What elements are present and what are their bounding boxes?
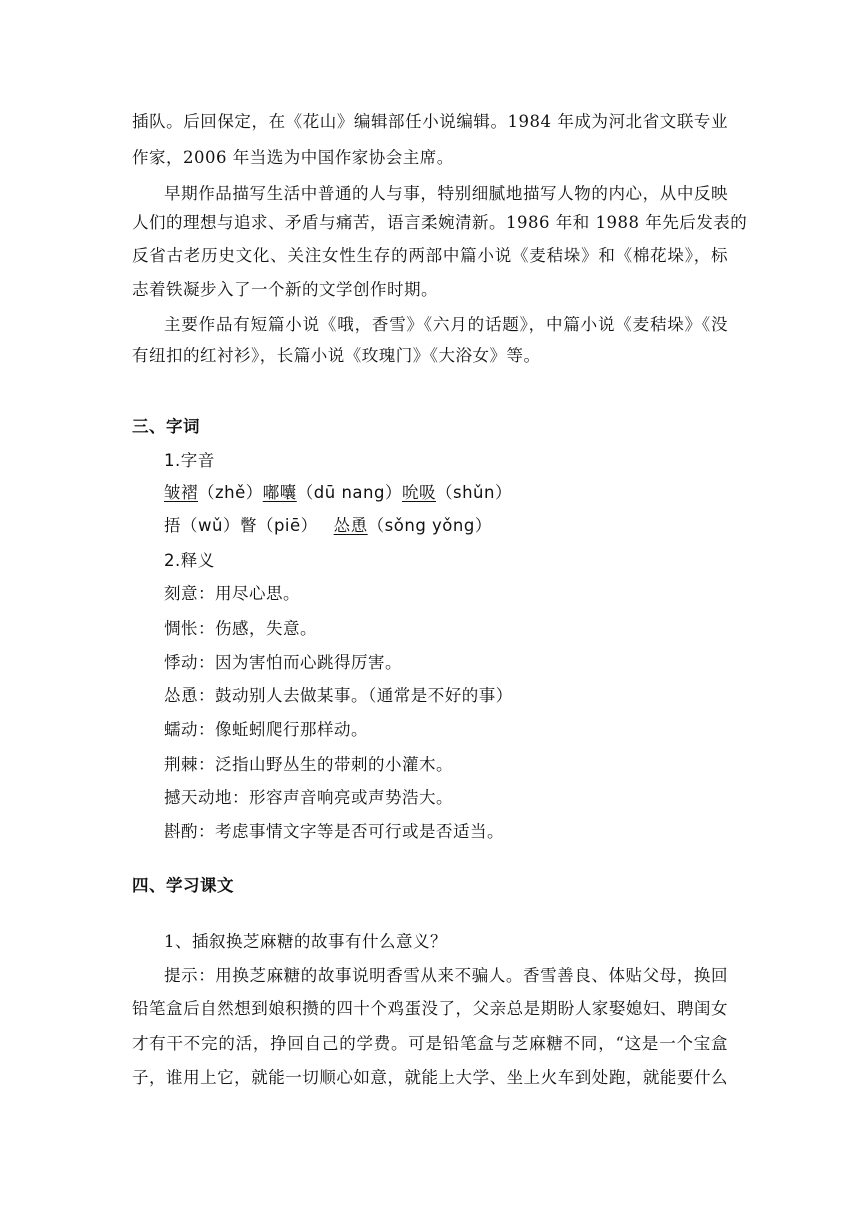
definition: 刻意：用尽心思。 bbox=[164, 584, 300, 603]
word: 吮吸 bbox=[401, 483, 436, 502]
bio-line: 主要作品有短篇小说《哦，香雪》《六月的话题》，中篇小说《麦秸垛》《没 bbox=[164, 315, 728, 334]
answer-line: 铅笔盒后自然想到娘积攒的四十个鸡蛋没了，父亲总是期盼人家娶媳妇、聘闺女 bbox=[132, 999, 728, 1018]
definition: 撼天动地：形容声音响亮或声势浩大。 bbox=[164, 788, 453, 807]
pinyin: （wǔ） bbox=[181, 516, 240, 535]
definition: 荆棘：泛指山野丛生的带刺的小灌木。 bbox=[164, 755, 453, 774]
pinyin: （sǒng yǒng） bbox=[367, 516, 492, 535]
section-heading: 三、字词 bbox=[132, 417, 200, 436]
word: 捂 bbox=[164, 516, 181, 535]
definition: 斟酌：考虑事情文字等是否可行或是否适当。 bbox=[164, 822, 504, 841]
question: 1、插叙换芝麻糖的故事有什么意义？ bbox=[164, 932, 447, 951]
word: 怂恿 bbox=[333, 516, 368, 535]
definition: 蠕动：像蚯蚓爬行那样动。 bbox=[164, 720, 368, 739]
definition: 悸动：因为害怕而心跳得厉害。 bbox=[164, 653, 402, 672]
bio-line: 人们的理想与追求、矛盾与痛苦，语言柔婉清新。1986 年和 1988 年先后发表的 bbox=[132, 213, 748, 232]
subheading: 1.字音 bbox=[164, 451, 215, 470]
definition: 怂恿：鼓动别人去做某事。（通常是不好的事） bbox=[164, 686, 513, 705]
bio-line: 作家，2006 年当选为中国作家协会主席。 bbox=[132, 148, 454, 167]
answer-line: 提示：用换芝麻糖的故事说明香雪从来不骗人。香雪善良、体贴父母，换回 bbox=[164, 966, 728, 985]
pronunciation-line bbox=[164, 516, 492, 536]
pinyin: （dū nang） bbox=[296, 483, 402, 502]
bio-line: 志着铁凝步入了一个新的文学创作时期。 bbox=[132, 280, 438, 299]
section-heading: 四、学习课文 bbox=[132, 876, 234, 895]
word: 皱褶 bbox=[164, 483, 198, 502]
bio-line: 有纽扣的红衬衫》，长篇小说《玫瑰门》《大浴女》等。 bbox=[132, 346, 541, 365]
word: 嘟囔 bbox=[262, 483, 297, 502]
bio-line: 反省古老历史文化、关注女性生存的两部中篇小说《麦秸垛》和《棉花垛》，标 bbox=[132, 246, 728, 265]
word: 瞥 bbox=[239, 516, 257, 535]
pinyin: （zhě） bbox=[198, 483, 263, 502]
answer-line: 子，谁用上它，就能一切顺心如意，就能上大学、坐上火车到处跑，就能要什么 bbox=[132, 1068, 728, 1087]
answer-line: 才有干不完的活，挣回自己的学费。可是铅笔盒与芝麻糖不同，“这是一个宝盒 bbox=[132, 1034, 728, 1053]
pronunciation-line bbox=[164, 483, 512, 503]
bio-line: 插队。后回保定，在《花山》编辑部任小说编辑。1984 年成为河北省文联专业 bbox=[132, 112, 728, 131]
subheading: 2.释义 bbox=[164, 551, 215, 570]
bio-line: 早期作品描写生活中普通的人与事，特别细腻地描写人物的内心，从中反映 bbox=[164, 184, 728, 203]
pinyin: （shǔn） bbox=[435, 483, 512, 502]
definition: 惆怅：伤感，失意。 bbox=[164, 619, 317, 638]
pinyin: （piē） bbox=[256, 516, 318, 535]
